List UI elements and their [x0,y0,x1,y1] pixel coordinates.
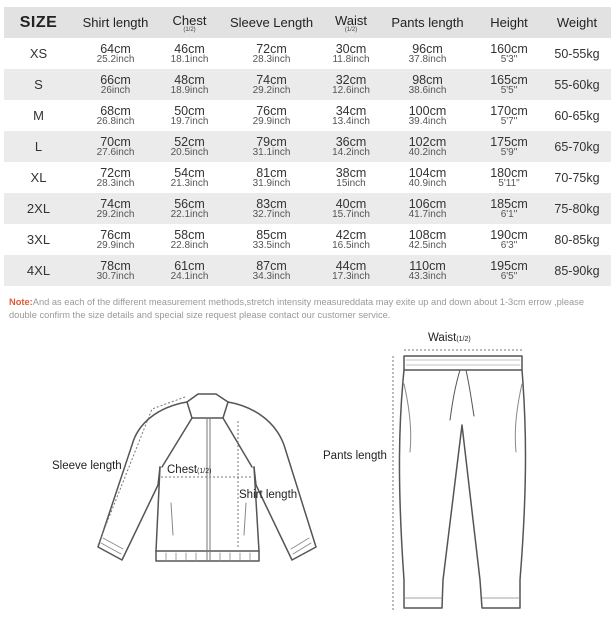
jacket-diagram [40,385,330,575]
chest-cell [158,100,221,131]
height-cm-value: 190cm [490,227,528,242]
shirt-length-label: Shirt length [239,489,298,501]
table-row [4,224,611,255]
shirt-inch-value: 25.2inch [96,53,135,65]
chest-cm-value: 61cm [174,258,205,273]
shirt-cell [73,255,158,286]
pants-cm-value: 102cm [408,134,447,149]
chest-inch-value: 21.3inch [170,177,209,189]
size-cell: XS [29,46,48,61]
pants-inch-value: 43.3inch [408,270,447,282]
pants-inch-value: 37.8inch [408,53,447,65]
sleeve-cell [221,224,322,255]
header-waist-label: Waist [334,12,368,28]
height-cell [475,162,543,193]
weight-cell: 55-60kg [554,77,600,92]
chest-inch-value: 24.1inch [170,270,209,282]
weight-cell: 65-70kg [554,139,600,154]
table-row [4,38,611,69]
header-pants-length: Pants length [391,15,464,30]
shirt-inch-value: 27.6inch [96,146,135,158]
waist-cm-value: 30cm [335,41,367,56]
pants-inch-value: 38.6inch [408,84,447,96]
sleeve-inch-value: 33.5inch [252,239,291,251]
size-cell: 2XL [26,201,51,216]
waist-cell [322,224,380,255]
jacket-pockets [171,503,246,535]
size-cell: L [34,139,43,154]
pants-length-label: Pants length [323,450,387,462]
height-cm-value: 180cm [490,165,528,180]
shirt-inch-value: 28.3inch [96,177,135,189]
chest-cell [158,162,221,193]
waist-inch-value: 17.3inch [332,270,370,282]
height-cm-value: 170cm [490,103,528,118]
sleeve-inch-value: 31.9inch [252,177,291,189]
sleeve-cell [221,131,322,162]
waist-cm-value: 42cm [335,227,367,242]
chest-label-text: Chest [167,464,198,476]
shirt-inch-value: 30.7inch [96,270,135,282]
table-row [4,162,611,193]
pants-cm-value: 98cm [412,72,443,87]
waist-inch-value: 11.8inch [332,53,370,65]
pants-waistband-ribbing [406,360,520,365]
sleeve-cm-value: 87cm [256,258,287,273]
waist-cm-value: 36cm [335,134,367,149]
shirt-cell [73,224,158,255]
header-waist [322,7,380,38]
pants-inch-value: 41.7inch [408,208,447,220]
size-chart-table [4,7,611,286]
chest-cm-value: 46cm [174,41,205,56]
measurement-note [9,296,609,322]
shirt-cell [73,131,158,162]
height-ft-value: 5'3" [500,53,518,65]
chest-inch-value: 19.7inch [170,115,209,127]
chest-cell [158,255,221,286]
waist-cell [322,69,380,100]
pants-inch-value: 40.9inch [408,177,447,189]
shirt-cm-value: 66cm [100,72,131,87]
pants-pockets [404,384,522,452]
header-chest-label: Chest [172,12,207,28]
pants-cell [380,131,475,162]
height-cell [475,224,543,255]
pants-cell [380,193,475,224]
height-ft-value: 6'5" [500,270,518,282]
waist-cell [322,255,380,286]
waist-label-text: Waist [428,332,457,344]
size-cell: S [34,77,43,92]
size-cell: 4XL [26,263,51,278]
chest-cell [158,224,221,255]
waist-cell [322,193,380,224]
pants-waistband [404,356,522,370]
shirt-cm-value: 72cm [100,165,131,180]
chest-cm-value: 48cm [174,72,205,87]
height-cell [475,131,543,162]
sleeve-cell [221,193,322,224]
jacket-collar [187,394,228,418]
shirt-cm-value: 68cm [100,103,131,118]
sleeve-cm-value: 74cm [256,72,287,87]
height-cell [475,193,543,224]
jacket-right-sleeve [228,402,316,560]
pants-cm-value: 110cm [409,258,446,273]
pants-cell [380,69,475,100]
chest-cell [158,193,221,224]
waist-inch-value: 14.2inch [332,146,370,158]
height-cm-value: 185cm [490,196,528,211]
height-cell [475,100,543,131]
pants-drawstring [450,370,474,420]
waist-cm-value: 38cm [335,165,367,180]
weight-cell: 50-55kg [554,46,600,61]
waist-cell [322,131,380,162]
sleeve-cm-value: 79cm [256,134,287,149]
shirt-inch-value: 29.9inch [96,239,135,251]
pants-outline [399,370,525,608]
shirt-cm-value: 70cm [100,134,131,149]
waist-cell [322,100,380,131]
pants-cm-value: 106cm [408,196,447,211]
pants-cell [380,255,475,286]
waist-cm-value: 44cm [335,258,367,273]
waist-cm-value: 32cm [335,72,367,87]
sleeve-cell [221,100,322,131]
jacket-left-sleeve [98,402,187,560]
note-label: Note: [9,297,33,307]
sleeve-cell [221,38,322,69]
sleeve-cm-value: 72cm [256,41,287,56]
height-cm-value: 175cm [490,134,528,149]
shirt-cell [73,100,158,131]
table-row [4,193,611,224]
height-ft-value: 5'7" [500,115,518,127]
pants-cell [380,162,475,193]
table-row [4,131,611,162]
sleeve-cm-value: 83cm [256,196,287,211]
header-size: SIZE [19,13,58,31]
chest-cell [158,131,221,162]
chest-inch-value: 22.1inch [170,208,209,220]
sleeve-cell [221,162,322,193]
header-height: Height [490,15,528,30]
chest-cm-value: 58cm [174,227,205,242]
waist-inch-value: 13.4inch [332,115,370,127]
sleeve-cm-value: 85cm [256,227,287,242]
chest-label-sub: (1/2) [197,468,212,475]
pants-cm-value: 104cm [408,165,447,180]
chest-cm-value: 52cm [174,134,205,149]
weight-cell: 60-65kg [554,108,600,123]
shirt-inch-value: 29.2inch [96,208,135,220]
waist-cell [322,162,380,193]
waist-cm-value: 34cm [335,103,367,118]
table-row [4,255,611,286]
pants-inch-value: 40.2inch [408,146,447,158]
header-sleeve-length: Sleeve Length [229,15,314,30]
shirt-inch-value: 26.8inch [96,115,135,127]
sleeve-inch-value: 34.3inch [252,270,291,282]
pants-cell [380,100,475,131]
height-cm-value: 165cm [490,72,528,87]
sleeve-inch-value: 32.7inch [252,208,291,220]
height-cm-value: 160cm [490,41,528,56]
height-cm-value: 195cm [490,258,528,273]
shirt-cm-value: 76cm [100,227,131,242]
sleeve-inch-value: 29.2inch [252,84,291,96]
size-cell: M [33,108,44,123]
pants-diagram [390,340,540,620]
waist-cm-value: 40cm [335,196,367,211]
shirt-inch-value: 26inch [100,84,131,96]
height-ft-value: 5'11" [498,177,520,189]
height-ft-value: 6'1" [500,208,518,220]
chest-inch-value: 18.9inch [170,84,209,96]
chest-cell [158,38,221,69]
pants-cm-value: 96cm [412,41,443,56]
sleeve-cm-value: 76cm [256,103,287,118]
shirt-cell [73,69,158,100]
chest-cm-value: 54cm [174,165,205,180]
weight-cell: 75-80kg [554,201,600,216]
shirt-cell [73,38,158,69]
pants-inch-value: 39.4inch [408,115,447,127]
height-ft-value: 5'5" [500,84,518,96]
waist-inch-value: 12.6inch [332,84,370,96]
header-shirt-length: Shirt length [82,15,149,30]
sleeve-length-label: Sleeve length [52,460,122,472]
shirt-cell [73,162,158,193]
weight-cell: 85-90kg [554,263,600,278]
chest-inch-value: 18.1inch [170,53,209,65]
waist-cell [322,38,380,69]
weight-cell: 80-85kg [554,232,600,247]
waist-inch-value: 15.7inch [332,208,370,220]
height-cell [475,38,543,69]
pants-inch-value: 42.5inch [408,239,447,251]
table-row [4,69,611,100]
jacket-hem-ribbing [166,553,250,561]
note-text: And as each of the different measurement methods,stretch intensity measureddata may exite up and down about 1-3cm errow ,please double confirm the size details and special size request please contact our customer service. [9,297,585,320]
shirt-cm-value: 78cm [100,258,131,273]
shirt-cell [73,193,158,224]
sleeve-cell [221,255,322,286]
chest-inch-value: 22.8inch [170,239,209,251]
header-waist-sub: (1/2) [344,26,358,33]
chest-cm-value: 50cm [174,103,205,118]
height-ft-value: 6'3" [500,239,518,251]
waist-label-sub: (1/2) [456,336,471,343]
pants-cell [380,224,475,255]
shirt-cm-value: 64cm [100,41,131,56]
header-chest [158,7,221,38]
shirt-cm-value: 74cm [100,196,131,211]
sleeve-cm-value: 81cm [256,165,287,180]
pants-cell [380,38,475,69]
header-chest-sub: (1/2) [183,26,196,33]
chest-inch-value: 20.5inch [170,146,209,158]
table-header-row [4,7,611,38]
height-cell [475,69,543,100]
chest-cell [158,69,221,100]
waist-inch-value: 15inch [336,177,366,189]
chest-cm-value: 56cm [174,196,205,211]
size-cell: XL [30,170,47,185]
chest-label [167,464,211,476]
jacket-zipper [207,418,210,561]
sleeve-inch-value: 28.3inch [252,53,291,65]
pants-cm-value: 100cm [408,103,447,118]
weight-cell: 70-75kg [554,170,600,185]
sleeve-inch-value: 31.1inch [252,146,291,158]
table-row [4,100,611,131]
header-weight: Weight [556,15,598,30]
waist-label [428,332,471,344]
height-cell [475,255,543,286]
table-body [4,38,611,286]
pants-cm-value: 108cm [408,227,447,242]
sleeve-inch-value: 29.9inch [252,115,291,127]
height-ft-value: 5'9" [500,146,518,158]
sleeve-cell [221,69,322,100]
waist-inch-value: 16.5inch [332,239,370,251]
size-cell: 3XL [26,232,51,247]
